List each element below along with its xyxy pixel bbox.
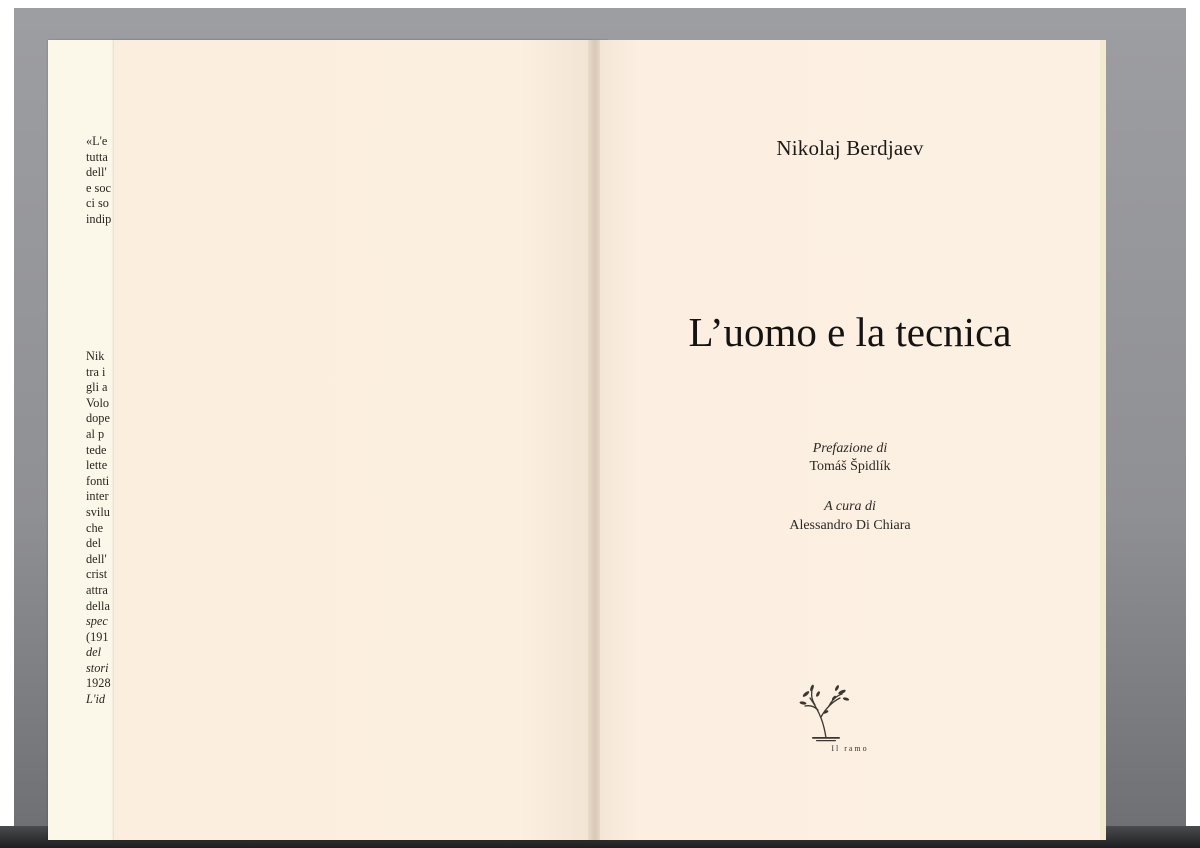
flap-quote-line: tutta bbox=[86, 149, 108, 164]
flap-bio-line: del bbox=[86, 645, 102, 660]
title-page bbox=[600, 40, 1100, 840]
flap-bio-line: Volo bbox=[86, 395, 110, 410]
left-blank-page bbox=[114, 40, 592, 840]
flap-bio-line: che bbox=[86, 520, 104, 535]
flap-quote-line: «L'e bbox=[86, 134, 108, 148]
flap-bio-line: dell' bbox=[86, 551, 107, 566]
editor-name: Alessandro Di Chiara bbox=[789, 518, 911, 533]
flap-quote-line: indip bbox=[86, 211, 112, 226]
flap-bio-line: Nik bbox=[86, 349, 105, 363]
flap-bio-line: L'id bbox=[86, 692, 106, 707]
flap-quote-line: dell' bbox=[86, 165, 107, 180]
flap-bio-line: (191 bbox=[86, 629, 109, 644]
flap-bio-line: al p bbox=[86, 426, 105, 441]
book-title: L’uomo e la tecnica bbox=[688, 309, 1012, 355]
flap-bio-line: tra i bbox=[86, 364, 106, 379]
flap-bio-line: attra bbox=[86, 582, 108, 597]
editor-label: A cura di bbox=[824, 499, 876, 514]
flap-bio-line: spec bbox=[86, 614, 108, 629]
flap-bio-line: della bbox=[86, 598, 110, 613]
flap-bio-line: tede bbox=[86, 442, 107, 457]
preface-label: Prefazione di bbox=[812, 441, 888, 456]
flap-bio-line: fonti bbox=[86, 473, 110, 488]
flap-bio-line: inter bbox=[86, 489, 109, 504]
flap-bio-line: crist bbox=[86, 567, 108, 582]
publisher-branch-logo-icon bbox=[796, 672, 856, 748]
publisher-name: Il ramo bbox=[831, 744, 869, 753]
flap-bio-line: stori bbox=[86, 660, 109, 675]
preface-author: Tomáš Špidlík bbox=[809, 459, 891, 474]
flap-bio-line: lette bbox=[86, 458, 108, 473]
page-stack-edge bbox=[1100, 40, 1106, 840]
flap-quote-line: e soc bbox=[86, 180, 111, 195]
flap-bio-line: gli a bbox=[86, 380, 108, 395]
flap-bio-line: svilu bbox=[86, 504, 110, 519]
flap-bio-line: dope bbox=[86, 411, 110, 426]
flap-quote-line: ci so bbox=[86, 196, 109, 211]
flap-bio-line: 1928 bbox=[86, 676, 111, 691]
author-name: Nikolaj Berdjaev bbox=[776, 136, 924, 160]
flap-bio-line: del bbox=[86, 536, 102, 551]
